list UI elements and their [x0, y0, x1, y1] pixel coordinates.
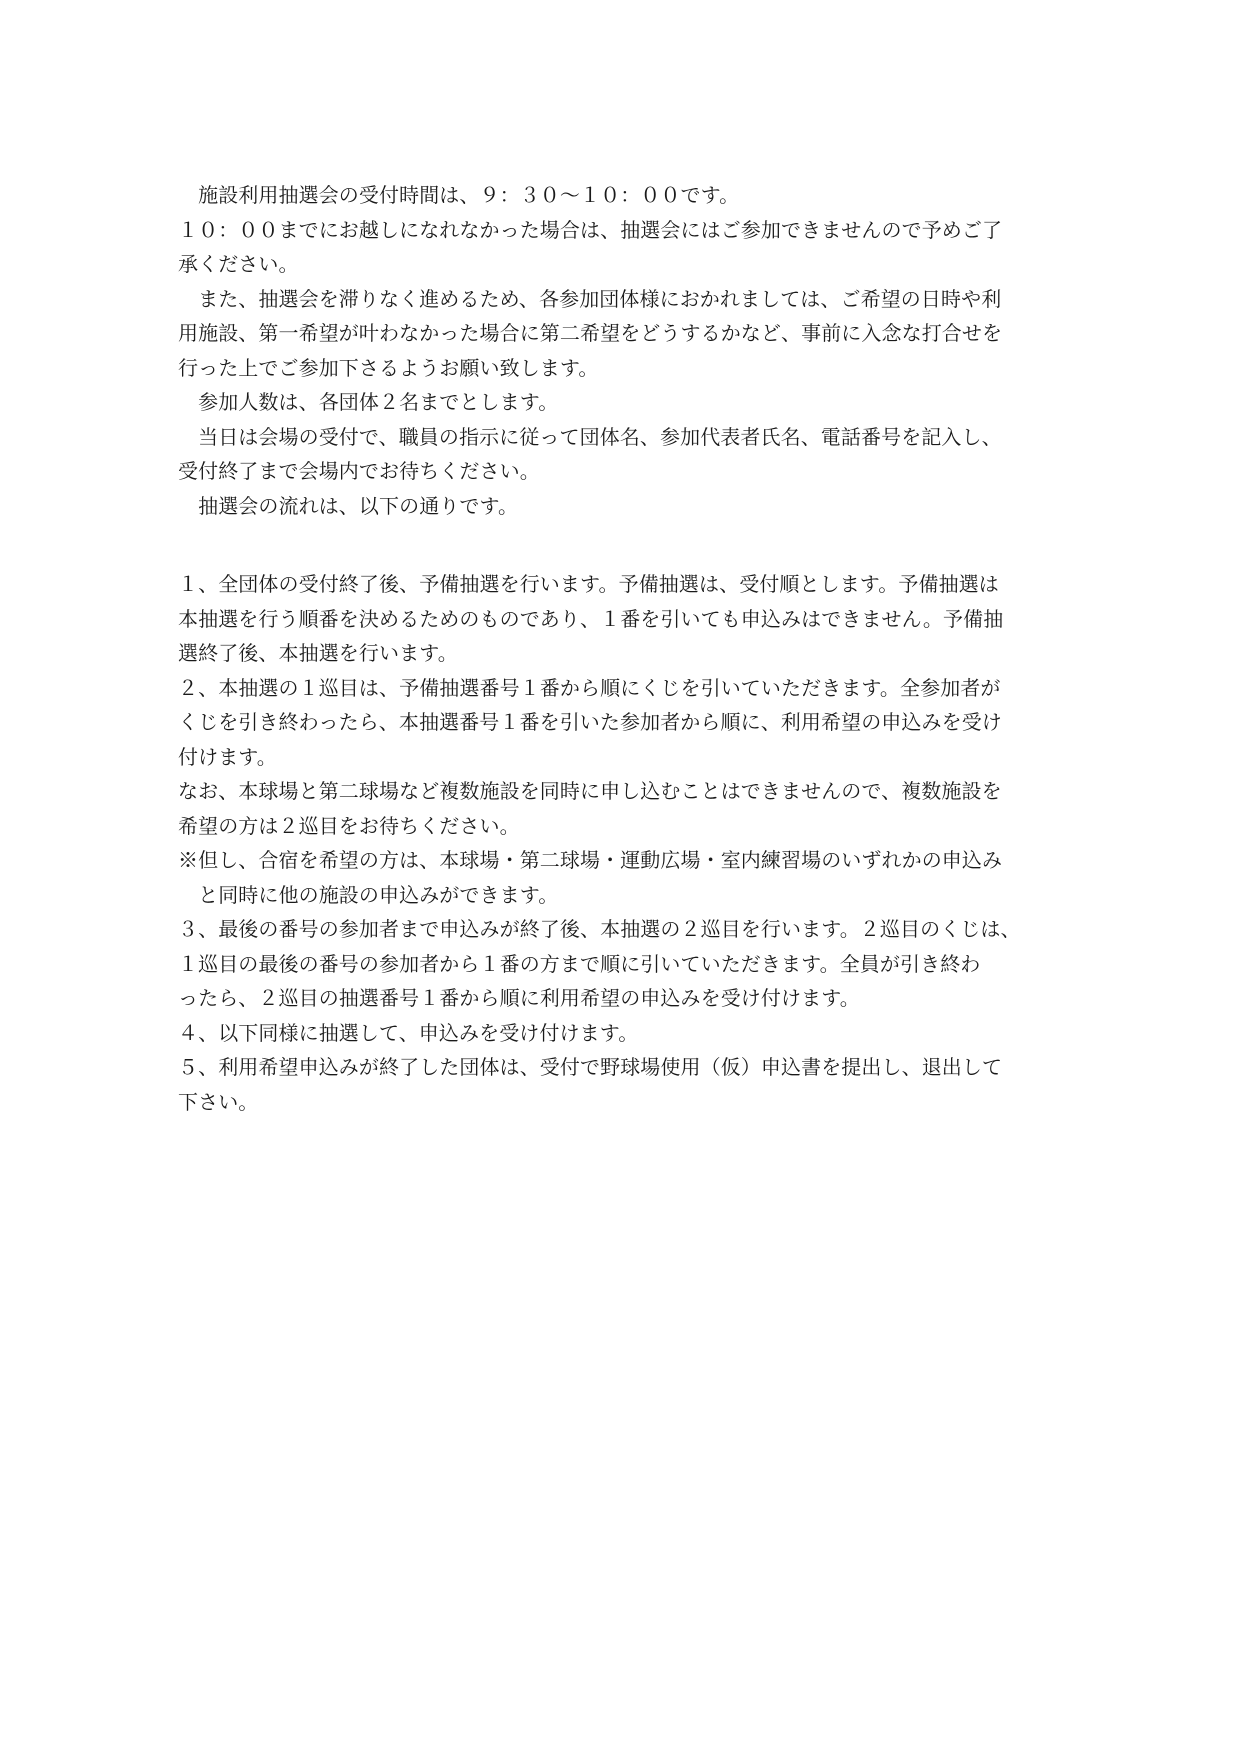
document-page — [178, 178, 1066, 1119]
intro-line: 抽選会の流れは、以下の通りです。 — [178, 493, 519, 518]
intro-line: 参加人数は、各団体２名までとします。 — [178, 390, 559, 414]
procedure-line: ５、利用希望申込みが終了した団体は、受付で野球場使用（仮）申込書を提出し、退出して — [178, 1055, 1003, 1079]
procedure-line: なお、本球場と第二球場など複数施設を同時に申し込むことはできませんので、複数施設を — [178, 779, 1002, 803]
procedure-line: 付けます。 — [178, 744, 277, 769]
intro-line: １０：００までにお越しになれなかった場合は、抽選会にはご参加できませんので予めご了 — [178, 217, 1003, 242]
intro-line: 施設利用抽選会の受付時間は、９：３０～１０：００です。 — [178, 183, 740, 207]
procedure-line: と同時に他の施設の申込みができます。 — [178, 882, 559, 907]
intro-line: また、抽選会を滞りなく進めるため、各参加団体様におかれましては、ご希望の日時や利 — [178, 286, 1002, 311]
intro-line: 用施設、第一希望が叶わなかった場合に第二希望をどうするかなど、事前に入念な打合せを — [178, 321, 1003, 345]
procedure-line: 選終了後、本抽選を行います。 — [178, 641, 458, 665]
intro-line: 当日は会場の受付で、職員の指示に従って団体名、参加代表者氏名、電話番号を記入し、 — [178, 424, 1002, 449]
procedure-line: くじを引き終わったら、本抽選番号１番を引いた参加者から順に、利用希望の申込みを受け — [178, 710, 1002, 734]
procedure-section — [178, 567, 1066, 1119]
procedure-line: 下さい。 — [178, 1089, 259, 1114]
procedure-line: 希望の方は２巡目をお待ちください。 — [178, 813, 520, 838]
intro-line: 受付終了まで会場内でお待ちください。 — [178, 459, 540, 483]
procedure-line: ３、最後の番号の参加者まで申込みが終了後、本抽選の２巡目を行います。２巡目のくじは、 — [178, 917, 1021, 941]
intro-line: 行った上でご参加下さるようお願い致します。 — [178, 355, 599, 380]
intro-section — [178, 178, 1066, 523]
procedure-line: ２、本抽選の１巡目は、予備抽選番号１番から順にくじを引いていただきます。全参加者が — [178, 675, 1001, 700]
intro-line: 承ください。 — [178, 252, 299, 276]
procedure-line: ※但し、合宿を希望の方は、本球場・第二球場・運動広場・室内練習場のいずれかの申込み — [178, 848, 1003, 872]
section-spacer — [178, 523, 1066, 567]
procedure-line: １巡目の最後の番号の参加者から１番の方まで順に引いていただきます。全員が引き終わ — [178, 951, 981, 976]
procedure-line: ったら、２巡目の抽選番号１番から順に利用希望の申込みを受け付けます。 — [178, 986, 860, 1010]
procedure-line: ４、以下同様に抽選して、申込みを受け付けます。 — [178, 1020, 639, 1045]
procedure-line: １、全団体の受付終了後、予備抽選を行います。予備抽選は、受付順とします。予備抽選は — [178, 572, 999, 596]
procedure-line: 本抽選を行う順番を決めるためのものであり、１番を引いても申込みはできません。予備抽 — [178, 606, 1004, 631]
